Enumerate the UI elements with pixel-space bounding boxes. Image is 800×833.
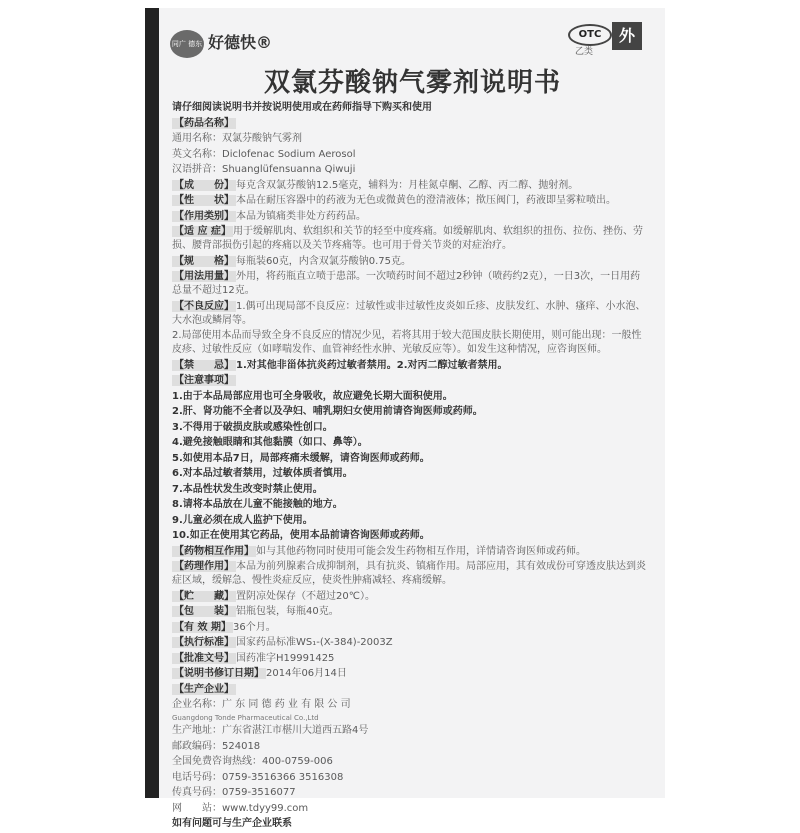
section-adverse [172, 300, 647, 328]
adverse-item-2: 2.局部使用本品而导致全身不良反应的情况少见，若将其用于较大范围皮肤长期使用，则可能出现：一般性皮疹、过敏性反应（如哮喘发作、血管神经性水肿、光敏反应等）。如发生这种情况，应咨询医师。 [172, 330, 642, 355]
section-label: 【说明书修订日期】 [174, 668, 264, 679]
section-label: 【包 装】 [174, 606, 234, 617]
section-label: 【药品名称】 [174, 117, 234, 129]
section-label: 【成 份】 [174, 179, 234, 191]
precaution-item: 4.避免接触眼睛和其他黏膜（如口、鼻等）。 [172, 437, 368, 448]
section-interactions [172, 545, 647, 559]
precaution-item: 9.儿童必须在成人监护下使用。 [172, 514, 313, 526]
section-manufacturer [172, 683, 647, 697]
section-text: 用于缓解肌肉、软组织和关节的轻至中度疼痛。如缓解肌肉、软组织的扭伤、拉伤、挫伤、劳损、腰背部损伤引起的疼痛以及关节疼痛等。也可用于骨关节炎的对症治疗。 [172, 226, 643, 251]
section-text: 每克含双氯芬酸钠12.5毫克，辅料为：月桂氮卓酮、乙醇、丙二醇、抛射剂。 [236, 179, 579, 191]
precaution-item: 5.如使用本品7日，局部疼痛未缓解，请咨询医师或药师。 [172, 452, 430, 464]
section-text: 铝瓶包装，每瓶40克。 [236, 606, 339, 617]
section-label: 【注意事项】 [174, 375, 234, 386]
precaution-item: 6.对本品过敏者禁用，过敏体质者慎用。 [172, 468, 353, 479]
section-standard [172, 636, 647, 650]
section-label: 【用法用量】 [174, 271, 234, 282]
precaution-item: 3.不得用于破损皮肤或感染性创口。 [172, 421, 333, 433]
section-text: 国药准字H19991425 [236, 652, 335, 664]
section-label: 【生产企业】 [174, 683, 234, 695]
section-text: 36个月。 [232, 621, 276, 633]
section-category [172, 210, 647, 224]
section-ingredients [172, 179, 647, 193]
company-website: 网 站：www.tdyy99.com [172, 802, 309, 814]
precaution-item: 1.由于本品局部应用也可全身吸收，故应避免长期大面积使用。 [172, 390, 453, 402]
section-label: 【药物相互作用】 [174, 545, 254, 557]
section-label: 【贮 藏】 [174, 590, 234, 602]
section-text: 本品为前列腺素合成抑制剂，具有抗炎、镇痛作用。局部应用，其有效成份可穿透皮肤达到炎症区域，缓解急、慢性炎症反应，使炎性肿痛减轻、疼痛缓解。 [172, 561, 646, 586]
section-dosage [172, 270, 647, 298]
usage-notice: 请仔细阅读说明书并按说明使用或在药师指导下购买和使用 [172, 102, 432, 113]
section-label: 【有 效 期】 [174, 621, 231, 633]
section-text: 每瓶装60克，内含双氯芬酸钠0.75克。 [236, 255, 411, 267]
section-revision [172, 667, 647, 681]
section-text: 外用，将药瓶直立喷于患部。一次喷药时间不超过2秒钟（喷药约2克），一日3次，一日用药总量不超过12克。 [172, 271, 641, 296]
section-contraindications [172, 359, 647, 373]
section-appearance [172, 194, 647, 208]
section-text: 1.偶可出现局部不良反应：过敏性或非过敏性皮炎如丘疹、皮肤发红、水肿、瘙痒、小水泡、大水泡或鳞屑等。 [172, 300, 646, 326]
section-validity [172, 621, 647, 635]
section-specification [172, 255, 647, 269]
section-label: 【执行标准】 [174, 637, 234, 648]
section-label: 【药理作用】 [174, 561, 234, 572]
page-title: 双氯芬酸钠气雾剂说明书 [263, 68, 561, 98]
external-use-mark: 外 [612, 22, 642, 50]
footer-contact-note: 如有问题可与生产企业联系 [172, 818, 292, 829]
section-text: 国家药品标准WS₁-(X-384)-2003Z [236, 637, 393, 648]
precaution-item: 2.肝、肾功能不全者以及孕妇、哺乳期妇女使用前请咨询医师或药师。 [172, 406, 483, 417]
section-text: 本品为镇痛类非处方药药品。 [236, 210, 366, 222]
otc-class-label: 乙类 [575, 47, 594, 57]
section-label: 【作用类别】 [174, 210, 234, 222]
section-label: 【批准文号】 [174, 652, 234, 664]
precaution-item: 10.如正在使用其它药品，使用本品前请咨询医师或药师。 [172, 530, 430, 541]
leaflet-body [172, 101, 647, 833]
precaution-item: 7.本品性状发生改变时禁止使用。 [172, 483, 323, 495]
common-name: 通用名称：双氯芬酸钠气雾剂 [172, 133, 302, 144]
otc-badge: OTC [568, 24, 612, 46]
company-name-en: Guangdong Tonde Pharmaceutical Co.,Ltd [172, 713, 319, 722]
pinyin-name: 汉语拼音：Shuanglüfensuanna Qiwuji [172, 164, 356, 175]
section-package [172, 605, 647, 619]
english-name: 英文名称：Diclofenac Sodium Aerosol [172, 148, 356, 160]
company-address: 生产地址：广东省湛江市椹川大道西五路4号 [172, 725, 369, 736]
section-label: 【性 状】 [174, 195, 234, 206]
section-text: 2014年06月14日 [266, 668, 347, 679]
section-text: 如与其他药物同时使用可能会发生药物相互作用，详情请咨询医师或药师。 [256, 545, 586, 557]
precaution-item: 8.请将本品放在儿童不能接触的地方。 [172, 499, 343, 510]
section-label: 【适 应 症】 [174, 226, 231, 237]
company-postcode: 邮政编码：524018 [172, 740, 261, 752]
company-name: 企业名称：广 东 同 德 药 业 有 限 公 司 [172, 699, 351, 710]
section-pharmacology [172, 560, 647, 588]
company-fax: 传真号码：0759-3516077 [172, 787, 296, 798]
section-approval [172, 652, 647, 666]
brand-logo-badge: 同广 德东 [170, 30, 204, 58]
brand-name: 好德快® [208, 33, 273, 52]
company-phone: 电话号码：0759-3516366 3516308 [172, 771, 344, 783]
company-hotline: 全国免费咨询热线：400-0759-006 [172, 756, 333, 767]
section-storage [172, 590, 647, 604]
section-text: 置阴凉处保存（不超过20℃）。 [236, 590, 375, 602]
section-indications [172, 225, 647, 253]
section-label: 【不良反应】 [174, 300, 234, 312]
section-label: 【规 格】 [174, 255, 234, 267]
section-label: 【禁 忌】 [174, 359, 234, 371]
section-drug-name [172, 117, 647, 131]
section-precautions [172, 374, 647, 388]
paper-shadow-edge [145, 8, 159, 798]
section-text: 本品在耐压容器中的药液为无色或微黄色的澄清液体；揿压阀门，药液即呈雾粒喷出。 [236, 195, 616, 206]
section-text: 1.对其他非甾体抗炎药过敏者禁用。2.对丙二醇过敏者禁用。 [236, 359, 508, 371]
